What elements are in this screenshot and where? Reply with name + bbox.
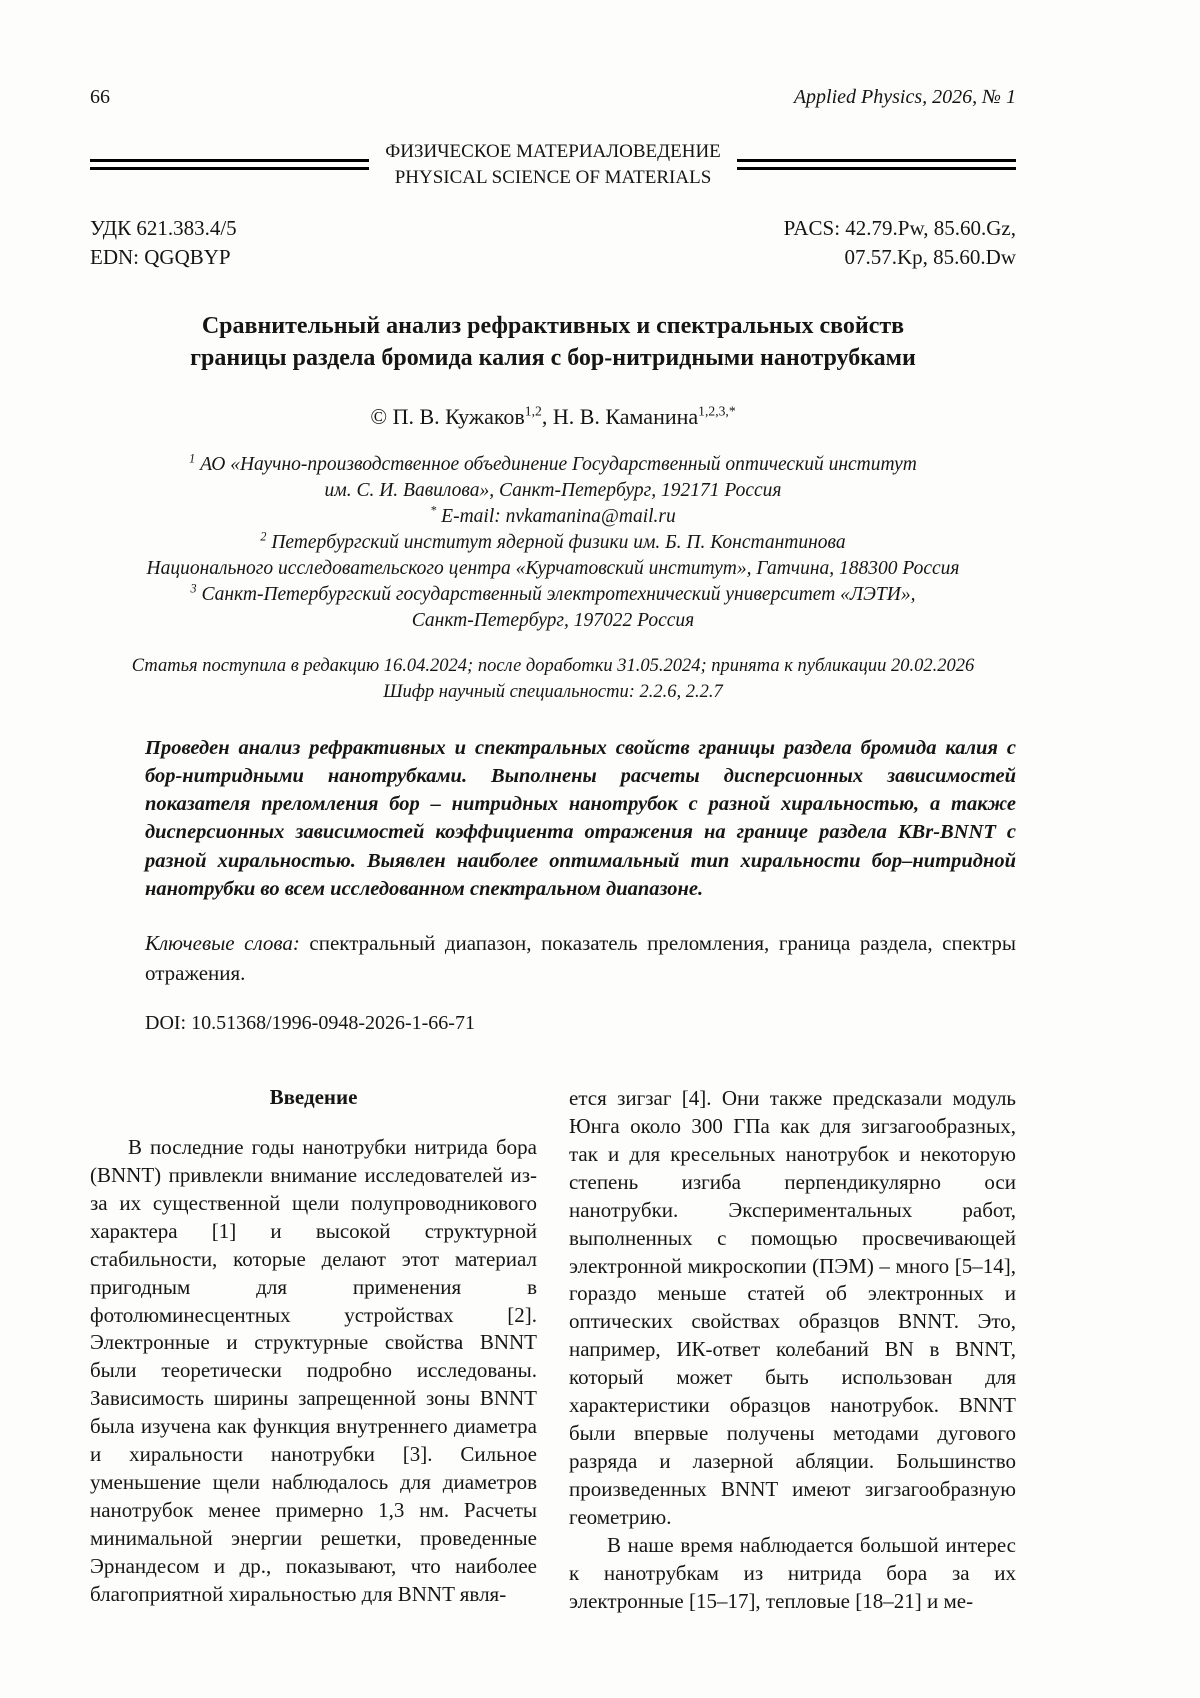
affiliation-line: [90, 608, 1016, 634]
running-header: [90, 86, 1016, 109]
section-banner-text: [369, 139, 737, 190]
author-1-affil-sup: 1,2: [524, 403, 542, 419]
affiliation-line: [90, 452, 1016, 478]
affil-text: Петербургский институт ядерной физики им. Б. П. Константинова: [266, 532, 846, 554]
affil-text: им. С. И. Вавилова», Санкт-Петербург, 192171 Россия: [324, 480, 782, 502]
article-title: [90, 311, 1016, 374]
keywords-block: [145, 929, 1016, 988]
keywords-label: Ключевые слова:: [145, 931, 300, 956]
abstract-text: Проведен анализ рефрактивных и спектральных свойств границы раздела бромида калия с бор-нитридными нанотрубками. Выполнены расчеты дисперсионных зависимостей показателя преломления бор – нитридных нанотрубок с разной хиральностью, а также дисперсионных зависимостей коэффициента отражения на границе раздела KBr-BNNT с разной хиральностью. Выявлен наиболее оптимальный тип хиральности бор–нитридной нанотрубки во всем исследованном спектральном диапазоне.: [145, 736, 1016, 900]
affil-text: Санкт-Петербургский государственный электротехнический университет «ЛЭТИ»,: [196, 583, 916, 605]
specialty-code-line: Шифр научный специальности: 2.2.6, 2.2.7: [383, 681, 723, 702]
author-2: Н. В. Каманина: [552, 404, 699, 430]
double-rule-right: [737, 159, 1016, 170]
copyright-mark: ©: [370, 404, 393, 430]
received-dates-line: Статья поступила в редакцию 16.04.2024; после доработки 31.05.2024; принята к публикации 20.02.2026: [131, 655, 975, 676]
affiliation-line: [90, 582, 1016, 608]
author-2-affil-sup: 1,2,3,*: [698, 403, 736, 419]
authors-separator: ,: [541, 404, 553, 430]
doi-line: DOI: 10.51368/1996-0948-2026-1-66-71: [145, 1012, 475, 1035]
pacs-code-line2: 07.57.Kp, 85.60.Dw: [844, 244, 1016, 269]
section-heading-introduction: Введение: [269, 1085, 358, 1110]
article-title-line2: границы раздела бромида калия с бор-нитридными нанотрубками: [190, 344, 916, 371]
affil-text: Санкт-Петербург, 197022 Россия: [411, 609, 695, 631]
affil-sup: 3: [190, 581, 197, 596]
affil-sup: 2: [260, 529, 267, 544]
affiliation-email-line: [90, 504, 1016, 530]
page-number: 66: [90, 86, 110, 108]
pacs-code-line1: PACS: 42.79.Pw, 85.60.Gz,: [783, 216, 1016, 241]
affil-sup: 1: [189, 451, 196, 466]
article-body: [90, 1085, 1016, 1616]
received-dates-block: [90, 654, 1016, 706]
journal-reference: Applied Physics, 2026, № 1: [793, 86, 1016, 108]
section-banner-line-en: PHYSICAL SCIENCE OF MATERIALS: [394, 166, 712, 188]
keywords-text: спектральный диапазон, показатель преломления, граница раздела, спектры отражения.: [145, 931, 1017, 985]
udk-code: УДК 621.383.4/5: [90, 216, 237, 241]
article-title-line1: Сравнительный анализ рефрактивных и спектральных свойств: [201, 312, 905, 339]
affil-text: Национального исследовательского центра «Курчатовский институт», Гатчина, 188300 Россия: [146, 558, 960, 579]
affiliations-block: [90, 452, 1016, 633]
affiliation-line: [90, 478, 1016, 504]
udk-edn-block: [90, 214, 237, 271]
double-rule-left: [90, 159, 369, 170]
body-paragraph: ется зигзаг [4]. Они также предсказали модуль Юнга около 300 ГПа как для зигзагообразных, так и для кресельных нанотрубок и некоторую степень изгиба перпендикулярно оси нанотрубки. Экспериментальных работ, выполненных с помощью просвечивающей электронной микроскопии (ПЭМ) – много [5–14], гораздо меньше статей об электронных и оптических свойствах образцов BNNT. Это, например, ИК-ответ колебаний BN в BNNT, который может быть использован для характеристики образцов нанотрубок. BNNT были впервые получены методами дугового разряда и лазерной абляции. Большинство произведенных BNNT имеют зигзагообразную геометрию.: [569, 1086, 1016, 1529]
affil-text: АО «Научно-производственное объединение Государственный оптический институт: [195, 454, 917, 476]
pacs-block: [784, 214, 1016, 271]
affiliation-line: [90, 556, 1016, 582]
author-1: П. В. Кужаков: [392, 404, 525, 430]
body-paragraph: В наше время наблюдается большой интерес к нанотрубкам из нитрида бора за их электронные [15–17], тепловые [18–21] и ме-: [569, 1532, 1016, 1613]
affiliation-line: [90, 530, 1016, 556]
right-column: [569, 1085, 1016, 1616]
section-banner-line-ru: ФИЗИЧЕСКОЕ МАТЕРИАЛОВЕДЕНИЕ: [385, 141, 721, 162]
body-paragraph: В последние годы нанотрубки нитрида бора (BNNT) привлекли внимание исследователей из-за их существенной щели полупроводникового характера [1] и высокой структурной стабильности, которые делают этот материал пригодным для применения в фотолюминесцентных устройствах [2]. Электронные и структурные свойства BNNT были теоретически подробно исследованы. Зависимость ширины запрещенной зоны BNNT была изучена как функция внутреннего диаметра и хиральности нанотрубки [3]. Сильное уменьшение щели наблюдалось для диаметров нанотрубок менее примерно 1,3 нм. Расчеты минимальной энергии решетки, проведенные Эрнандесом и др., показывают, что наиболее благоприятной хиральностью для BNNT явля-: [90, 1135, 537, 1606]
email-text: E-mail: nvkamanina@mail.ru: [436, 506, 676, 528]
edn-code: EDN: QGQBYP: [90, 244, 231, 269]
left-column: [90, 1085, 537, 1616]
authors-line: [90, 404, 1016, 430]
section-banner: [90, 139, 1016, 190]
classification-codes: [90, 214, 1016, 271]
affil-sup: *: [430, 503, 437, 518]
